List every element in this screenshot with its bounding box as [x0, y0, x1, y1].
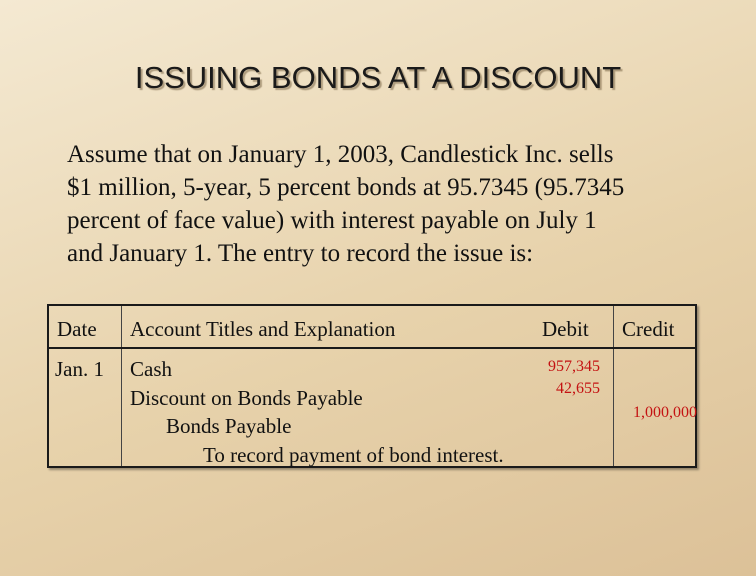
- debit-amount: 42,655: [556, 380, 600, 397]
- credit-amount: 1,000,000: [633, 404, 697, 421]
- header-divider: [49, 347, 695, 349]
- body-line: and January 1. The entry to record the issue is:: [67, 240, 534, 267]
- header-date: Date: [57, 317, 97, 341]
- account-line: Discount on Bonds Payable: [130, 386, 363, 410]
- body-line: Assume that on January 1, 2003, Candlestick Inc. sells: [67, 141, 614, 168]
- entry-date: Jan. 1: [55, 357, 104, 381]
- journal-entry-table: [47, 304, 697, 468]
- header-credit: Credit: [622, 317, 675, 341]
- explanation-line: To record payment of bond interest.: [203, 443, 504, 467]
- account-line: Bonds Payable: [166, 414, 292, 438]
- slide-title: ISSUING BONDS AT A DISCOUNT: [134, 60, 622, 95]
- body-paragraph: [67, 138, 732, 270]
- debit-amount: 957,345: [548, 358, 600, 375]
- body-line: $1 million, 5-year, 5 percent bonds at 95.7345 (95.7345: [67, 174, 625, 201]
- body-line: percent of face value) with interest payable on July 1: [67, 207, 597, 234]
- account-line: Cash: [130, 357, 172, 381]
- column-divider: [121, 306, 122, 466]
- column-divider: [613, 306, 614, 466]
- header-account: Account Titles and Explanation: [130, 317, 396, 341]
- header-debit: Debit: [542, 317, 589, 341]
